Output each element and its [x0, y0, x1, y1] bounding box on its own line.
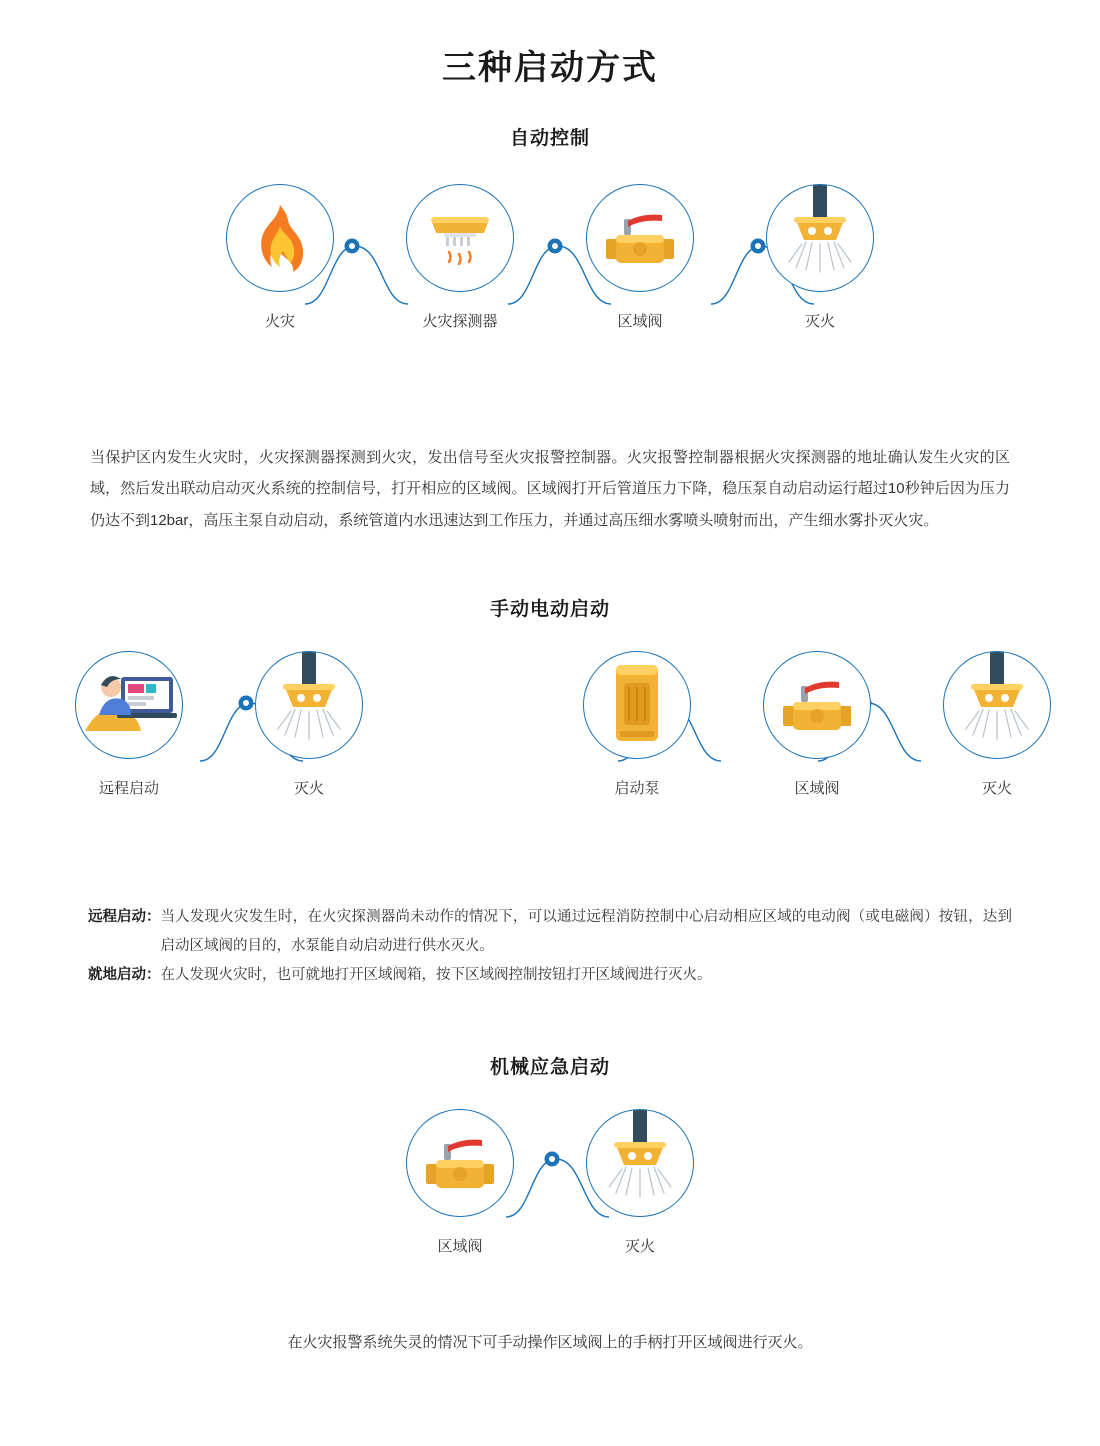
node-circle [406, 184, 514, 292]
node-label: 灭火 [293, 780, 324, 798]
manual-item-text: 当人发现火灾发生时，在火灾探测器尚未动作的情况下，可以通过远程消防控制中心启动相应区域的电动阀（或电磁阀）按钮，达到启动区域阀的目的，水泵能自动启动进行供水灭火。 [160, 909, 1012, 955]
flow-node-valve-manual [757, 651, 877, 798]
node-circle [75, 651, 183, 759]
page-title: 三种启动方式 [442, 49, 658, 87]
flow-auto [0, 184, 1100, 414]
manual-item-local [88, 961, 1012, 990]
section-mechanical [0, 1052, 1100, 1352]
node-circle [586, 184, 694, 292]
node-circle [226, 184, 334, 292]
flow-node-extinguish-right [937, 651, 1057, 798]
node-label: 灭火 [981, 780, 1012, 798]
fire-icon [248, 202, 312, 274]
flow-node-pump [577, 651, 697, 798]
flow-manual [0, 651, 1100, 881]
node-label: 区域阀 [617, 312, 663, 330]
section-auto [0, 123, 1100, 537]
flow-mechanical [0, 1109, 1100, 1309]
paragraph-manual [88, 903, 1012, 990]
node-circle [583, 651, 691, 759]
node-label: 火灾探测器 [422, 312, 498, 330]
zone-valve-icon [418, 1128, 502, 1198]
node-circle [766, 184, 874, 292]
flow-node-fire [220, 184, 340, 331]
sprinkler-icon [263, 651, 355, 759]
node-label: 区域阀 [437, 1238, 483, 1256]
node-circle [255, 651, 363, 759]
sprinkler-icon [774, 184, 866, 292]
flow-node-extinguish [760, 184, 880, 331]
pump-icon [602, 657, 672, 753]
flow-node-remote-start [69, 651, 189, 798]
node-label: 远程启动 [98, 780, 159, 798]
zone-valve-icon [775, 670, 859, 740]
flow-node-extinguish-mech [580, 1109, 700, 1256]
node-circle [406, 1109, 514, 1217]
section-manual [0, 594, 1100, 990]
node-label: 灭火 [804, 312, 835, 330]
zone-valve-icon [598, 203, 682, 273]
flow-node-valve [580, 184, 700, 331]
node-circle [763, 651, 871, 759]
node-label: 火灾 [264, 312, 295, 330]
sprinkler-icon [951, 651, 1043, 759]
node-label: 灭火 [624, 1238, 655, 1256]
smoke-detector-icon [422, 200, 498, 276]
manual-item-text: 在人发现火灾时，也可就地打开区域阀箱，按下区域阀控制按钮打开区域阀进行灭火。 [160, 967, 712, 984]
flow-connectors-mechanical [0, 1109, 1100, 1309]
paragraph-auto: 当保护区内发生火灾时，火灾探测器探测到火灾，发出信号至火灾报警控制器。火灾报警控制器根据火灾探测器的地址确认发生火灾的区域，然后发出联动启动灭火系统的控制信号，打开相应的区域阀。区域阀打开后管道压力下降，稳压泵自动启动运行超过10秒钟后因为压力仍达不到12bar，高压主泵自动启动，系统管道内水迅速达到工作压力，并通过高压细水雾喷头喷射而出，产生细水雾扑灭火灾。 [90, 448, 1010, 529]
manual-item-remote [88, 903, 1012, 961]
manual-item-lead: 远程启动： [88, 909, 161, 926]
sprinkler-icon [594, 1109, 686, 1217]
paragraph-mechanical: 在火灾报警系统失灵的情况下可手动操作区域阀上的手柄打开区域阀进行灭火。 [287, 1334, 813, 1352]
node-label: 区域阀 [794, 780, 840, 798]
flow-node-valve-mech [400, 1109, 520, 1256]
flow-connectors-auto [0, 184, 1100, 414]
section-title-auto: 自动控制 [509, 127, 590, 149]
flow-node-extinguish-left [249, 651, 369, 798]
node-circle [943, 651, 1051, 759]
flow-node-detector [400, 184, 520, 331]
section-title-manual: 手动电动启动 [489, 599, 610, 621]
node-circle [586, 1109, 694, 1217]
manual-item-lead: 就地启动： [88, 967, 161, 984]
node-label: 启动泵 [614, 780, 660, 798]
remote-operator-icon [77, 653, 181, 757]
section-title-mechanical: 机械应急启动 [489, 1057, 610, 1079]
